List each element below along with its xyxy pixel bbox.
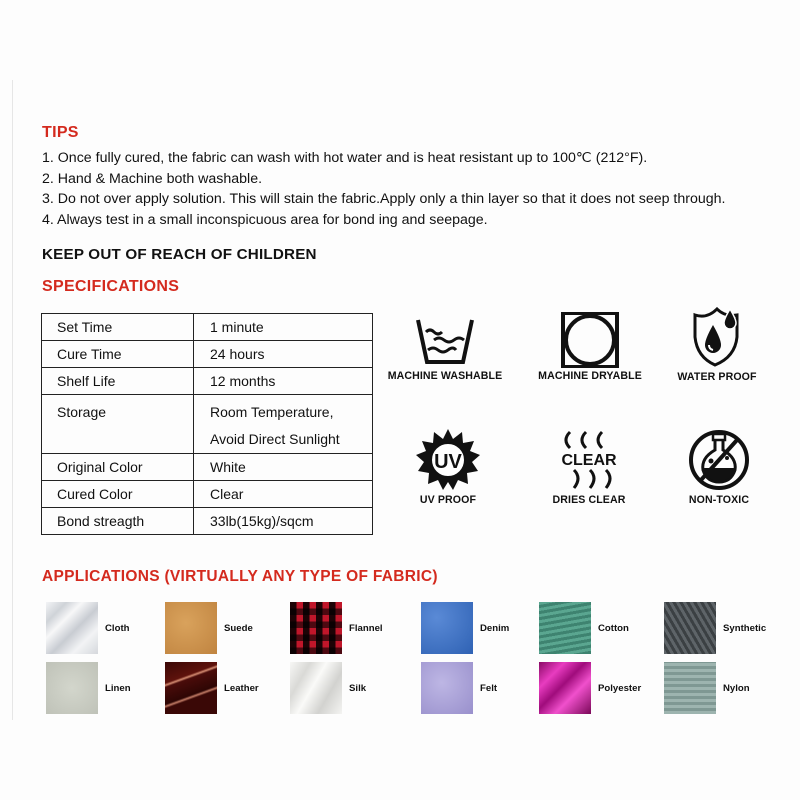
feature-label: MACHINE DRYABLE bbox=[538, 370, 642, 382]
fabric-label: Cotton bbox=[598, 622, 629, 634]
table-row bbox=[42, 481, 373, 508]
spec-value: 1 minute bbox=[194, 314, 373, 341]
page-border bbox=[12, 80, 13, 720]
wash-tub-icon bbox=[410, 312, 480, 368]
fabric-label: Polyester bbox=[598, 682, 642, 694]
spec-value: Clear bbox=[194, 481, 373, 508]
fabric-swatch bbox=[539, 662, 591, 714]
fabric-nylon bbox=[664, 662, 750, 714]
feature-label: WATER PROOF bbox=[677, 371, 757, 383]
feature-machine-dryable bbox=[525, 312, 655, 382]
fabric-label: Nylon bbox=[723, 682, 750, 694]
table-row bbox=[42, 508, 373, 535]
fabric-label: Cloth bbox=[105, 622, 130, 634]
fabric-swatch bbox=[664, 662, 716, 714]
spec-key: Cure Time bbox=[42, 341, 194, 368]
fabric-suede bbox=[165, 602, 253, 654]
fabric-swatch bbox=[421, 602, 473, 654]
fabric-swatch bbox=[46, 602, 98, 654]
tumble-dry-icon bbox=[560, 312, 620, 368]
feature-uv-proof bbox=[383, 428, 513, 506]
spec-value-line: Room Temperature, bbox=[210, 404, 334, 420]
table-row bbox=[42, 341, 373, 368]
tip-item: 2. Hand & Machine both washable. bbox=[42, 170, 263, 187]
uv-glyph: UV bbox=[434, 451, 462, 473]
no-flask-icon bbox=[687, 428, 751, 492]
table-row bbox=[42, 454, 373, 481]
spec-key: Set Time bbox=[42, 314, 194, 341]
fabric-swatch bbox=[290, 662, 342, 714]
specifications-heading: SPECIFICATIONS bbox=[42, 278, 180, 295]
spec-value: 24 hours bbox=[194, 341, 373, 368]
fabric-label: Leather bbox=[224, 682, 259, 694]
tip-item: 3. Do not over apply solution. This will stain the fabric.Apply only a thin layer so that it does not seep through. bbox=[42, 191, 726, 208]
tips-list bbox=[42, 148, 782, 230]
spec-key: Cured Color bbox=[42, 481, 194, 508]
fabric-swatch bbox=[165, 602, 217, 654]
feature-label: NON-TOXIC bbox=[688, 494, 750, 506]
spec-value-line: Avoid Direct Sunlight bbox=[210, 431, 340, 447]
feature-label: MACHINE WASHABLE bbox=[387, 370, 503, 382]
uv-sun-icon bbox=[415, 428, 481, 492]
fabric-linen bbox=[46, 662, 131, 714]
fabric-label: Denim bbox=[480, 622, 510, 634]
feature-non-toxic bbox=[654, 428, 784, 506]
fabric-felt bbox=[421, 662, 497, 714]
table-row bbox=[42, 368, 373, 395]
clear-glyph: CLEAR bbox=[561, 452, 617, 469]
tip-item: 1. Once fully cured, the fabric can wash with hot water and is heat resistant up to 100℃ (212°F). bbox=[42, 150, 648, 166]
table-row bbox=[42, 395, 373, 454]
fabric-swatch bbox=[664, 602, 716, 654]
spec-key: Storage bbox=[42, 395, 194, 454]
tips-heading: TIPS bbox=[42, 124, 79, 141]
fabric-flannel bbox=[290, 602, 383, 654]
feature-label: DRIES CLEAR bbox=[552, 494, 626, 506]
spec-key: Shelf Life bbox=[42, 368, 194, 395]
fabric-cloth bbox=[46, 602, 130, 654]
specifications-table bbox=[41, 313, 373, 535]
table-row bbox=[42, 314, 373, 341]
feature-water-proof bbox=[652, 305, 782, 383]
fabric-label: Silk bbox=[349, 682, 367, 694]
fabric-denim bbox=[421, 602, 509, 654]
applications-heading: APPLICATIONS (VIRTUALLY ANY TYPE OF FABRIC) bbox=[42, 568, 438, 585]
fabric-cotton bbox=[539, 602, 629, 654]
tip-item: 4. Always test in a small inconspicuous area for bond ing and seepage. bbox=[42, 211, 488, 228]
fabric-leather bbox=[165, 662, 259, 714]
fabric-label: Linen bbox=[105, 682, 131, 694]
clear-waves-icon bbox=[554, 428, 624, 492]
fabric-label: Synthetic bbox=[723, 622, 767, 634]
fabric-polyester bbox=[539, 662, 641, 714]
fabric-swatch bbox=[46, 662, 98, 714]
shield-droplet-icon bbox=[685, 305, 749, 369]
safety-warning: KEEP OUT OF REACH OF CHILDREN bbox=[42, 246, 317, 263]
spec-key: Original Color bbox=[42, 454, 194, 481]
spec-key: Bond streagth bbox=[42, 508, 194, 535]
spec-value: White bbox=[194, 454, 373, 481]
spec-value: 12 months bbox=[194, 368, 373, 395]
feature-label: UV PROOF bbox=[419, 494, 477, 506]
fabric-label: Flannel bbox=[349, 622, 383, 634]
fabric-label: Suede bbox=[224, 622, 253, 634]
fabric-swatch bbox=[165, 662, 217, 714]
spec-value bbox=[194, 395, 373, 454]
fabric-synthetic bbox=[664, 602, 766, 654]
fabric-swatch bbox=[290, 602, 342, 654]
feature-machine-washable bbox=[380, 312, 510, 382]
fabric-swatch bbox=[539, 602, 591, 654]
spec-value: 33lb(15kg)/sqcm bbox=[194, 508, 373, 535]
fabric-silk bbox=[290, 662, 366, 714]
fabric-label: Felt bbox=[480, 682, 498, 694]
fabric-swatch bbox=[421, 662, 473, 714]
feature-dries-clear bbox=[524, 428, 654, 506]
